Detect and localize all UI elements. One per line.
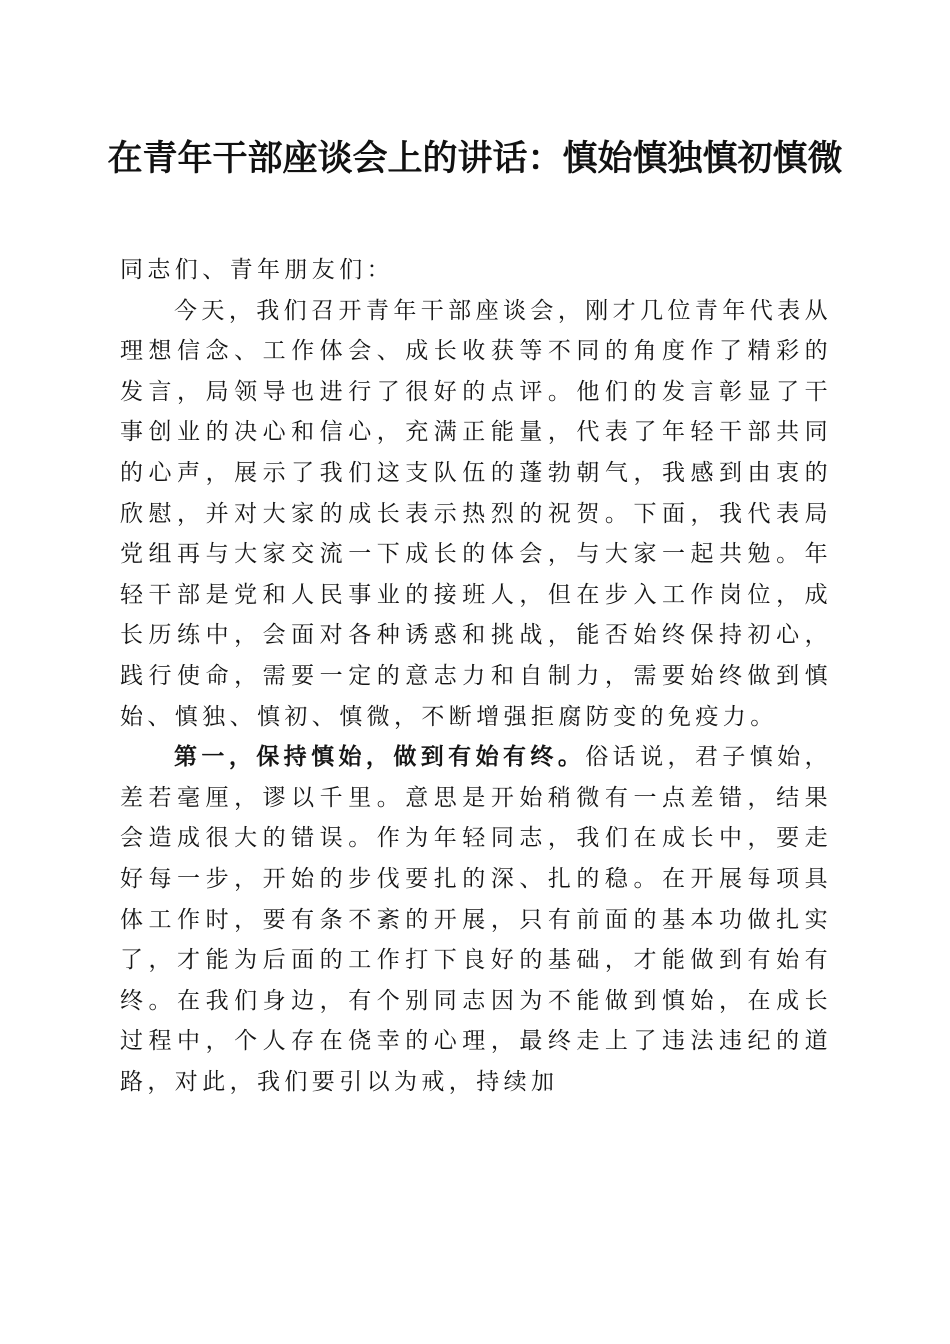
paragraph-intro: 今天，我们召开青年干部座谈会，刚才几位青年代表从理想信念、工作体会、成长收获等不同的角度作了精彩的发言，局领导也进行了很好的点评。他们的发言彰显了干事创业的决心和信心，充满正能量，代表了年轻干部共同的心声，展示了我们这支队伍的蓬勃朝气，我感到由衷的欣慰，并对大家的成长表示热烈的祝贺。下面，我代表局党组再与大家交流一下成长的体会，与大家一起共勉。年轻干部是党和人民事业的接班人，但在步入工作岗位，成长历练中，会面对各种诱惑和挑战，能否始终保持初心，践行使命，需要一定的意志力和自制力，需要始终做到慎始、慎独、慎初、慎微，不断增强拒腐防变的免疫力。 <box>120 297 832 730</box>
paragraph-first-point <box>120 737 832 1102</box>
salutation: 同志们、青年朋友们： <box>120 257 394 283</box>
document-title: 在青年干部座谈会上的讲话：慎始慎独慎初慎微 <box>107 138 843 179</box>
paragraph-first-point-lead: 第一，保持慎始，做到有始有终。 <box>174 744 586 771</box>
document-body <box>120 250 832 1102</box>
paragraph-first-point-body: 俗话说，君子慎始，差若毫厘，谬以千里。意思是开始稍微有一点差错，结果会造成很大的错误。作为年轻同志，我们在成长中，要走好每一步，开始的步伐要扎的深、扎的稳。在开展每项具体工作时，要有条不紊的开展，只有前面的基本功做扎实了，才能为后面的工作打下良好的基础，才能做到有始有终。在我们身边，有个别同志因为不能做到慎始，在成长过程中，个人存在侥幸的心理，最终走上了违法违纪的道路，对此，我们要引以为戒，持续加 <box>120 744 833 1095</box>
